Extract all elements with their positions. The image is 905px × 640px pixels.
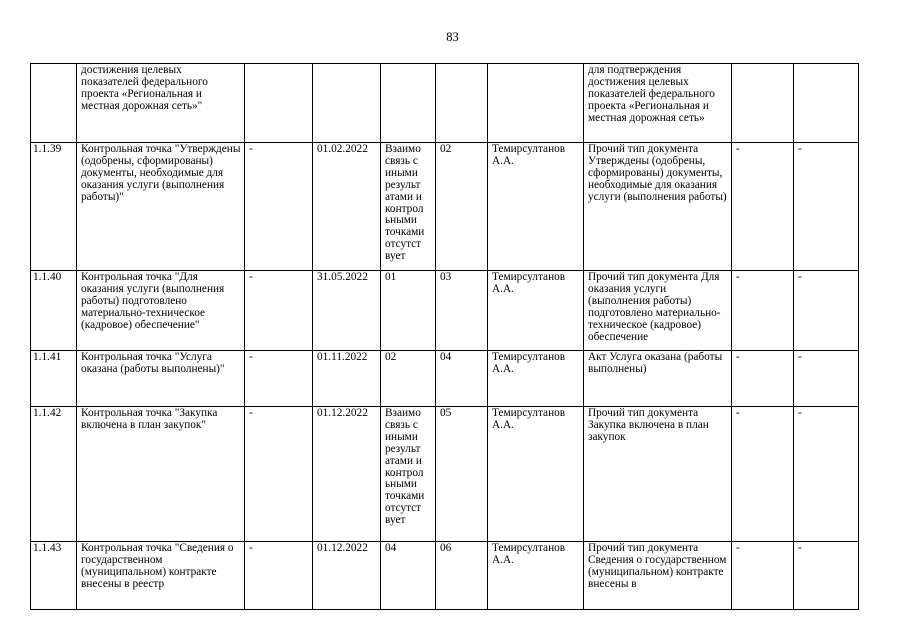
start-date-cell: - (245, 143, 313, 271)
table-row (31, 542, 859, 610)
document-cell: Прочий тип документа Сведения о государственном (муниципальном) контракте внесены в (584, 542, 732, 610)
name-cell: Контрольная точка "Утверждены (одобрены, сформированы) документы, необходимые для оказания услуги (выполнения работы)" (77, 143, 245, 271)
start-date-cell (245, 64, 313, 143)
name-cell: Контрольная точка "Для оказания услуги (выполнения работы) подготовлено материально-техническое (кадровое) обеспечение" (77, 271, 245, 351)
info-system-cell (794, 64, 859, 143)
successor-cell (436, 64, 488, 143)
responsible-cell: Темирсултанов А.А. (488, 407, 584, 542)
end-date-cell: 01.12.2022 (313, 542, 381, 610)
responsible-cell: Темирсултанов А.А. (488, 271, 584, 351)
end-date-cell: 01.11.2022 (313, 351, 381, 407)
level-cell: - (732, 407, 794, 542)
responsible-cell (488, 64, 584, 143)
info-system-cell: - (794, 542, 859, 610)
row-number-cell: 1.1.42 (31, 407, 77, 542)
control-points-table (30, 63, 859, 610)
info-system-cell: - (794, 407, 859, 542)
level-cell (732, 64, 794, 143)
row-number-cell: 1.1.43 (31, 542, 77, 610)
document-cell: Прочий тип документа Утверждены (одобрены, сформированы) документы, необходимые для оказания услуги (выполнения работы) (584, 143, 732, 271)
predecessor-cell (381, 64, 436, 143)
successor-cell: 02 (436, 143, 488, 271)
row-number-cell: 1.1.40 (31, 271, 77, 351)
successor-cell: 06 (436, 542, 488, 610)
row-number-cell: 1.1.39 (31, 143, 77, 271)
level-cell: - (732, 351, 794, 407)
table-row (31, 351, 859, 407)
end-date-cell: 01.02.2022 (313, 143, 381, 271)
end-date-cell: 31.05.2022 (313, 271, 381, 351)
predecessor-cell: Взаимо связь с иными результ атами и контрол ьными точками отсутст вует (381, 407, 436, 542)
level-cell: - (732, 143, 794, 271)
successor-cell: 05 (436, 407, 488, 542)
row-number-cell (31, 64, 77, 143)
start-date-cell: - (245, 542, 313, 610)
predecessor-cell: 02 (381, 351, 436, 407)
name-cell: Контрольная точка "Закупка включена в план закупок" (77, 407, 245, 542)
responsible-cell: Темирсултанов А.А. (488, 351, 584, 407)
name-cell: достижения целевых показателей федерального проекта «Региональная и местная дорожная сеть»" (77, 64, 245, 143)
predecessor-cell: Взаимо связь с иными результ атами и контрол ьными точками отсутст вует (381, 143, 436, 271)
responsible-cell: Темирсултанов А.А. (488, 143, 584, 271)
document-cell: Акт Услуга оказана (работы выполнены) (584, 351, 732, 407)
document-cell: для подтверждения достижения целевых показателей федерального проекта «Региональная и местная дорожная сеть» (584, 64, 732, 143)
end-date-cell (313, 64, 381, 143)
info-system-cell: - (794, 351, 859, 407)
table-row (31, 64, 859, 143)
document-cell: Прочий тип документа Закупка включена в план закупок (584, 407, 732, 542)
successor-cell: 03 (436, 271, 488, 351)
info-system-cell: - (794, 271, 859, 351)
successor-cell: 04 (436, 351, 488, 407)
level-cell: - (732, 542, 794, 610)
predecessor-cell: 04 (381, 542, 436, 610)
level-cell: - (732, 271, 794, 351)
name-cell: Контрольная точка "Сведения о государственном (муниципальном) контракте внесены в реестр (77, 542, 245, 610)
start-date-cell: - (245, 271, 313, 351)
responsible-cell: Темирсултанов А.А. (488, 542, 584, 610)
info-system-cell: - (794, 143, 859, 271)
table-row (31, 407, 859, 542)
page-number: 83 (446, 30, 459, 44)
table-row (31, 143, 859, 271)
end-date-cell: 01.12.2022 (313, 407, 381, 542)
start-date-cell: - (245, 407, 313, 542)
table-row (31, 271, 859, 351)
start-date-cell: - (245, 351, 313, 407)
name-cell: Контрольная точка "Услуга оказана (работы выполнены)" (77, 351, 245, 407)
document-cell: Прочий тип документа Для оказания услуги (выполнения работы) подготовлено материально-техническое (кадровое) обеспечение (584, 271, 732, 351)
predecessor-cell: 01 (381, 271, 436, 351)
row-number-cell: 1.1.41 (31, 351, 77, 407)
